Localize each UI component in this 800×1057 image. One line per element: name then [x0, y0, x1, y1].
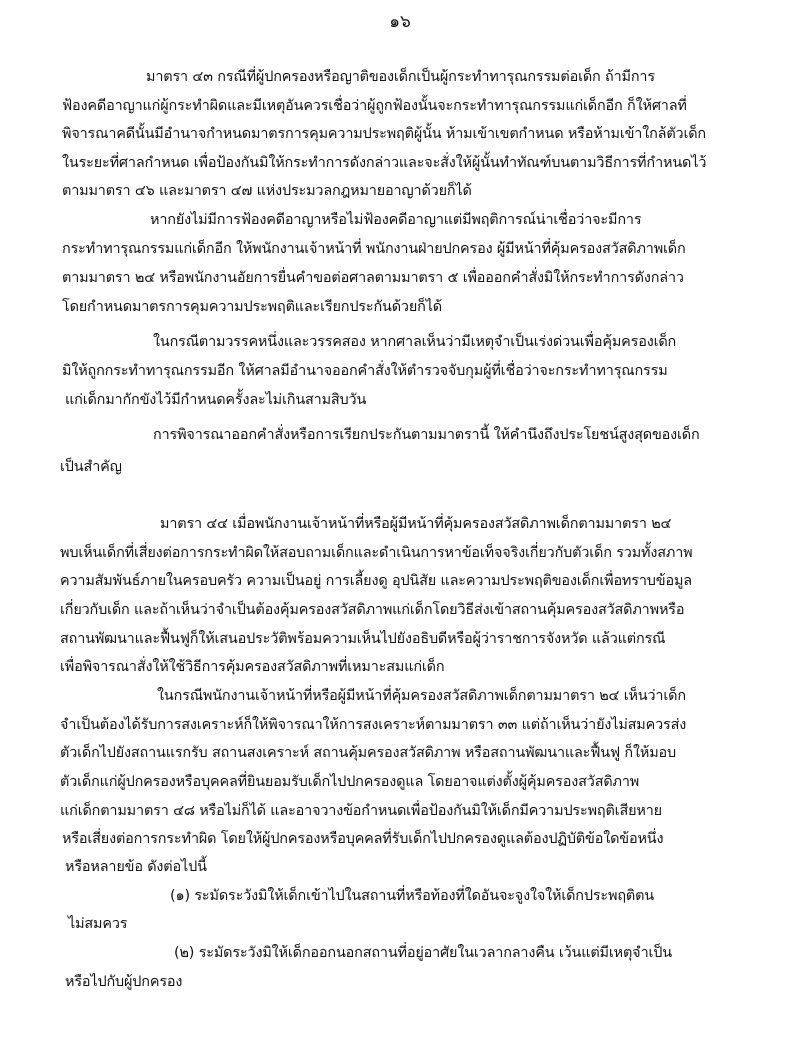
- text-line: ในกรณีตามวรรคหนึ่งและวรรคสอง หากศาลเห็นว่ามีเหตุจำเป็นเร่งด่วนเพื่อคุ้มครองเด็ก: [153, 334, 677, 350]
- text-line: ไม่สมควร: [68, 916, 128, 932]
- text-line: แก่เด็กตามมาตรา ๔๘ หรือไม่ก็ได้ และอาจวางข้อกำหนดเพื่อป้องกันมิให้เด็กมีความประพฤติเสียหาย: [60, 803, 662, 819]
- text-line: หากยังไม่มีการฟ้องคดีอาญาหรือไม่ฟ้องคดีอาญาแต่มีพฤติการณ์น่าเชื่อว่าจะมีการ: [150, 212, 642, 228]
- text-line: ในระยะที่ศาลกำหนด เพื่อป้องกันมิให้กระทำการดังกล่าวและจะสั่งให้ผู้นั้นทำทัณฑ์บนตามวิธีการที่กำหนดไว้: [62, 155, 707, 171]
- text-line: มาตรา ๔๔ เมื่อพนักงานเจ้าหน้าที่หรือผู้มีหน้าที่คุ้มครองสวัสดิภาพเด็กตามมาตรา ๒๔: [160, 516, 672, 532]
- text-line: ตามมาตรา ๔๖ และมาตรา ๔๗ แห่งประมวลกฎหมายอาญาด้วยก็ได้: [62, 183, 472, 199]
- text-line: โดยกำหนดมาตรการคุมความประพฤติและเรียกประกันด้วยก็ได้: [62, 299, 442, 315]
- text-line: ตัวเด็กไปยังสถานแรกรับ สถานสงเคราะห์ สถานคุ้มครองสวัสดิภาพ หรือสถานพัฒนาและฟื้นฟู ก็ให้มอบ: [60, 745, 677, 761]
- text-line: แก่เด็กมากักขังไว้มีกำหนดครั้งละไม่เกินสามสิบวัน: [65, 392, 367, 408]
- text-line: ความสัมพันธ์ภายในครอบครัว ความเป็นอยู่ การเลี้ยงดู อุปนิสัย และความประพฤติของเด็กเพื่อทราบข้อมูล: [60, 573, 692, 589]
- text-line: ฟ้องคดีอาญาแก่ผู้กระทำผิดและมีเหตุอันควรเชื่อว่าผู้ถูกฟ้องนั้นจะกระทำทารุณกรรมแก่เด็กอีก ก็ให้ศาลที่: [62, 98, 687, 114]
- text-line: (๑) ระมัดระวังมิให้เด็กเข้าไปในสถานที่หรือท้องที่ใดอันจะจูงใจให้เด็กประพฤติตน: [170, 888, 654, 904]
- text-line: เป็นสำคัญ: [60, 459, 122, 475]
- text-line: ตัวเด็กแก่ผู้ปกครองหรือบุคคลที่ยินยอมรับเด็กไปปกครองดูแล โดยอาจแต่งตั้งผู้คุ้มครองสวัสดิภาพ: [60, 774, 640, 790]
- page-number: ๑๖: [389, 12, 411, 32]
- text-line: หรือไปกับผู้ปกครอง: [65, 974, 183, 990]
- text-line: สถานพัฒนาและฟื้นฟูก็ให้เสนอประวัติพร้อมความเห็นไปยังอธิบดีหรือผู้ว่าราชการจังหวัด แล้วแต่กรณี: [60, 631, 666, 647]
- text-line: ตามมาตรา ๒๔ หรือพนักงานอัยการยื่นคำขอต่อศาลตามมาตรา ๕ เพื่อออกคำสั่งมิให้กระทำการดังกล่าว: [62, 270, 684, 286]
- text-line: พบเห็นเด็กที่เสี่ยงต่อการกระทำผิดให้สอบถามเด็กและดำเนินการหาข้อเท็จจริงเกี่ยวกับตัวเด็ก รวมทั้งสภาพ: [60, 545, 693, 561]
- text-line: มาตรา ๔๓ กรณีที่ผู้ปกครองหรือญาติของเด็กเป็นผู้กระทำทารุณกรรมต่อเด็ก ถ้ามีการ: [146, 69, 655, 85]
- text-line: เพื่อพิจารณาสั่งให้ใช้วิธีการคุ้มครองสวัสดิภาพที่เหมาะสมแก่เด็ก: [60, 659, 445, 675]
- text-line: หรือหลายข้อ ดังต่อไปนี้: [65, 859, 207, 875]
- text-line: (๒) ระมัดระวังมิให้เด็กออกนอกสถานที่อยู่อาศัยในเวลากลางคืน เว้นแต่มีเหตุจำเป็น: [174, 945, 672, 961]
- text-line: หรือเสี่ยงต่อการกระทำผิด โดยให้ผู้ปกครองหรือบุคคลที่รับเด็กไปปกครองดูแลต้องปฏิบัติข้อใดข้อหนึ่ง: [62, 831, 664, 847]
- text-line: ในกรณีพนักงานเจ้าหน้าที่หรือผู้มีหน้าที่คุ้มครองสวัสดิภาพเด็กตามมาตรา ๒๔ เห็นว่าเด็ก: [157, 688, 686, 704]
- text-line: พิจารณาคดีนั้นมีอำนาจกำหนดมาตรการคุมความประพฤติผู้นั้น ห้ามเข้าเขตกำหนด หรือห้ามเข้าใกล้ตัวเด็ก: [62, 126, 706, 142]
- text-line: จำเป็นต้องได้รับการสงเคราะห์ก็ให้พิจารณาให้การสงเคราะห์ตามมาตรา ๓๓ แต่ถ้าเห็นว่ายังไม่สมควรส่ง: [60, 717, 687, 733]
- text-line: มิให้ถูกกระทำทารุณกรรมอีก ให้ศาลมีอำนาจออกคำสั่งให้ตำรวจจับกุมผู้ที่เชื่อว่าจะกระทำทารุณกรรม: [62, 363, 668, 379]
- text-line: กระทำทารุณกรรมแก่เด็กอีก ให้พนักงานเจ้าหน้าที่ พนักงานฝ่ายปกครอง ผู้มีหน้าที่คุ้มครองสวัสดิภาพเด็ก: [62, 241, 686, 257]
- text-line: การพิจารณาออกคำสั่งหรือการเรียกประกันตามมาตรานี้ ให้คำนึงถึงประโยชน์สูงสุดของเด็ก: [153, 427, 700, 443]
- text-line: เกี่ยวกับเด็ก และถ้าเห็นว่าจำเป็นต้องคุ้มครองสวัสดิภาพแก่เด็กโดยวิธีส่งเข้าสถานคุ้มครองสวัสดิภาพหรือ: [60, 602, 685, 618]
